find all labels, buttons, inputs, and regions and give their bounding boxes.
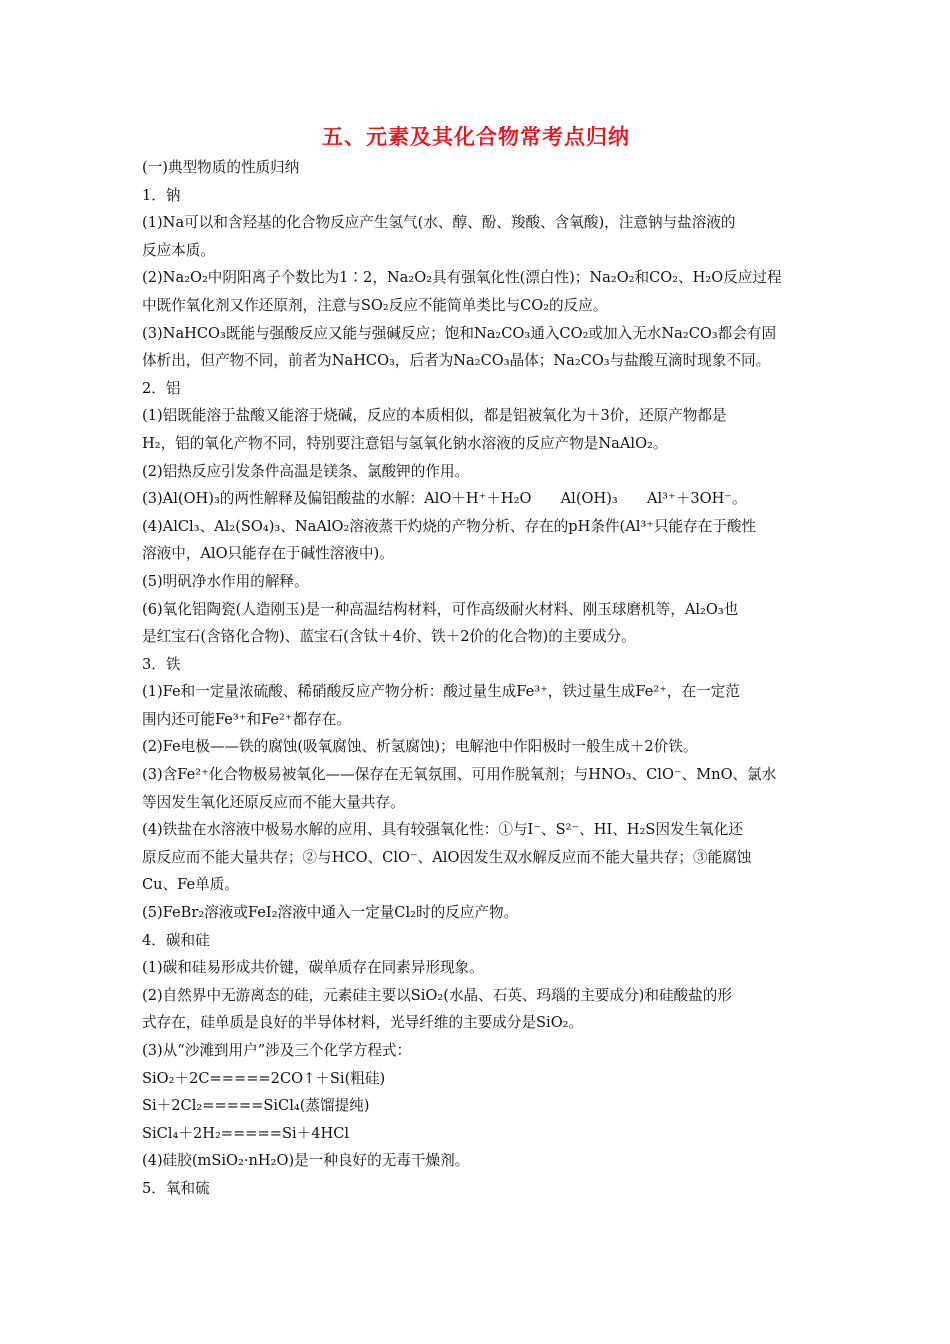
text-line: (3)含Fe²⁺化合物极易被氧化——保存在无氧氛围、可用作脱氧剂；与HNO₃、ClO⁻、MnO、氯水	[142, 766, 777, 784]
text-line: (3)NaHCO₃既能与强酸反应又能与强碱反应；饱和Na₂CO₃通入CO₂或加入无水Na₂CO₃都会有固	[142, 324, 777, 342]
text-line: 原反应而不能大量共存；②与HCO、ClO⁻、AlO因发生双水解反应而不能大量共存；③能腐蚀	[142, 848, 752, 866]
text-line: (2)自然界中无游离态的硅，元素硅主要以SiO₂(水晶、石英、玛瑙的主要成分)和硅酸盐的形	[142, 986, 732, 1004]
document-body	[142, 154, 810, 1203]
text-line: 5．氧和硫	[142, 1179, 210, 1197]
text-line: (2)Fe电极——铁的腐蚀(吸氧腐蚀、析氢腐蚀)；电解池中作阳极时一般生成＋2价铁。	[142, 738, 698, 756]
text-line: 是红宝石(含铬化合物)、蓝宝石(含钛＋4价、铁＋2价的化合物)的主要成分。	[142, 628, 636, 646]
text-line: (5)明矾净水作用的解释。	[142, 572, 309, 590]
text-line: 3．铁	[142, 655, 181, 673]
text-line: (1)Na可以和含羟基的化合物反应产生氢气(水、醇、酚、羧酸、含氧酸)，注意钠与盐溶液的	[142, 214, 736, 232]
document-page	[142, 120, 810, 1203]
page-title: 五、元素及其化合物常考点归纳	[322, 125, 630, 149]
text-line: Cu、Fe单质。	[142, 876, 239, 894]
text-line: (5)FeBr₂溶液或FeI₂溶液中通入一定量Cl₂时的反应产物。	[142, 904, 519, 922]
text-line: (一)典型物质的性质归纳	[142, 159, 300, 176]
text-line: (4)铁盐在水溶液中极易水解的应用、具有较强氧化性：①与I⁻、S²⁻、HI、H₂S因发生氧化还	[142, 821, 743, 839]
text-line: H₂，铝的氧化产物不同，特别要注意铝与氢氧化钠水溶液的反应产物是NaAlO₂。	[142, 434, 668, 452]
text-line: 溶液中，AlO只能存在于碱性溶液中)。	[142, 545, 394, 563]
text-line: (1)碳和硅易形成共价键，碳单质存在同素异形现象。	[142, 959, 484, 977]
text-line: (2)Na₂O₂中阴阳离子个数比为1∶2，Na₂O₂具有强氧化性(漂白性)；Na₂O₂和CO₂、H₂O反应过程	[142, 269, 782, 287]
text-line: (4)硅胶(mSiO₂·nH₂O)是一种良好的无毒干燥剂。	[142, 1152, 470, 1170]
text-line: 2．铝	[142, 379, 181, 397]
text-line: 1．钠	[142, 186, 181, 204]
text-line: 中既作氧化剂又作还原剂，注意与SO₂反应不能简单类比与CO₂的反应。	[142, 296, 608, 314]
text-line: 4．碳和硅	[142, 931, 210, 949]
text-line: 围内还可能Fe³⁺和Fe²⁺都存在。	[142, 710, 351, 728]
text-line: SiCl₄＋2H₂=====Si＋4HCl	[142, 1124, 350, 1142]
text-line: SiO₂＋2C=====2CO↑＋Si(粗硅)	[142, 1069, 386, 1087]
text-line: (4)AlCl₃、Al₂(SO₄)₃、NaAlO₂溶液蒸干灼烧的产物分析、存在的pH条件(Al³⁺只能存在于酸性	[142, 517, 757, 535]
text-line: 反应本质。	[142, 241, 215, 259]
text-line: (1)铝既能溶于盐酸又能溶于烧碱，反应的本质相似，都是铝被氧化为＋3价，还原产物都是	[142, 407, 727, 425]
text-line: (3)Al(OH)₃的两性解释及偏铝酸盐的水解：AlO＋H⁺＋H₂O Al(OH)₃ Al³⁺＋3OH⁻。	[142, 490, 747, 508]
text-line: (6)氧化铝陶瓷(人造刚玉)是一种高温结构材料，可作高级耐火材料、刚玉球磨机等，Al₂O₃也	[142, 600, 739, 618]
text-line: (1)Fe和一定量浓硫酸、稀硝酸反应产物分析：酸过量生成Fe³⁺，铁过量生成Fe²⁺，在一定范	[142, 683, 740, 701]
text-line: 等因发生氧化还原反应而不能大量共存。	[142, 793, 405, 811]
text-line: Si＋2Cl₂=====SiCl₄(蒸馏提纯)	[142, 1097, 370, 1115]
text-line: 体析出，但产物不同，前者为NaHCO₃，后者为Na₂CO₃晶体；Na₂CO₃与盐酸互滴时现象不同。	[142, 352, 771, 370]
text-line: (2)铝热反应引发条件高温是镁条、氯酸钾的作用。	[142, 462, 470, 480]
text-line: (3)从“沙滩到用户”涉及三个化学方程式：	[142, 1042, 412, 1059]
text-line: 式存在，硅单质是良好的半导体材料，光导纤维的主要成分是SiO₂。	[142, 1014, 584, 1032]
